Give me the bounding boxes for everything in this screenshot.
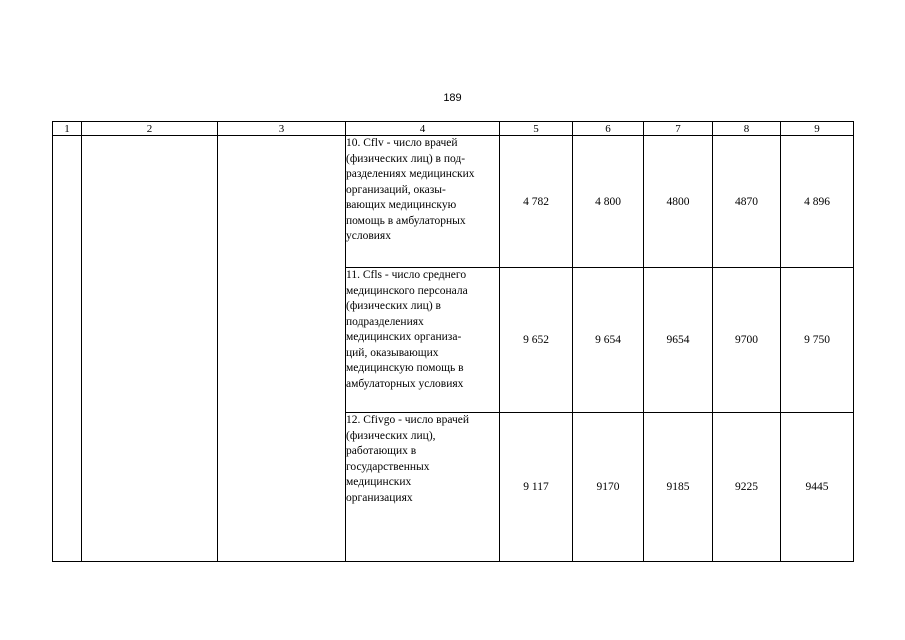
description-line: организациях (346, 491, 413, 504)
description-line: 11. Cfls - число среднего (346, 269, 467, 281)
description-line: 12. Cfivgo - число врачей (346, 414, 470, 426)
indicator-description (346, 136, 500, 268)
description-line: подразделениях (346, 315, 424, 328)
description-line: медицинских организа- (346, 331, 462, 343)
value-cell-col-5: 9 117 (500, 413, 573, 562)
column-header-8: 8 (713, 122, 781, 136)
value-cell-col-7: 4800 (644, 136, 713, 268)
description-line: медицинского персонала (346, 284, 468, 297)
value-cell-col-8: 9700 (713, 268, 781, 413)
description-line: работающих в (346, 445, 417, 457)
description-line: организаций, оказы- (346, 183, 446, 196)
value-cell-col-8: 4870 (713, 136, 781, 268)
value-cell-col-5: 4 782 (500, 136, 573, 268)
value-cell-col-7: 9185 (644, 413, 713, 562)
description-line: (физических лиц), (346, 429, 436, 442)
column-2-cell (82, 136, 218, 562)
description-line: разделениях медицинских (346, 168, 475, 180)
header-row (53, 122, 854, 136)
column-header-5: 5 (500, 122, 573, 136)
column-header-1: 1 (53, 122, 82, 136)
value-cell-col-7: 9654 (644, 268, 713, 413)
description-line: (физических лиц) в под- (346, 152, 466, 165)
value-cell-col-5: 9 652 (500, 268, 573, 413)
description-line: (физических лиц) в (346, 300, 441, 312)
column-1-cell (53, 136, 82, 562)
value-cell-col-9: 9 750 (781, 268, 854, 413)
value-cell-col-6: 9170 (573, 413, 644, 562)
column-header-4: 4 (346, 122, 500, 136)
column-header-3: 3 (218, 122, 346, 136)
column-header-6: 6 (573, 122, 644, 136)
description-line: вающих медицинскую (346, 199, 457, 211)
indicator-description (346, 413, 500, 562)
value-cell-col-9: 9445 (781, 413, 854, 562)
description-line: медицинских (346, 476, 412, 488)
description-line: 10. Cflv - число врачей (346, 137, 458, 149)
value-cell-col-9: 4 896 (781, 136, 854, 268)
table-row (53, 136, 854, 268)
data-table (52, 121, 854, 562)
column-header-7: 7 (644, 122, 713, 136)
value-cell-col-8: 9225 (713, 413, 781, 562)
value-cell-col-6: 4 800 (573, 136, 644, 268)
indicator-description (346, 268, 500, 413)
description-line: условиях (346, 230, 391, 242)
description-line: ций, оказывающих (346, 346, 439, 359)
description-line: амбулаторных условиях (346, 377, 464, 390)
value-cell-col-6: 9 654 (573, 268, 644, 413)
page-number: 189 (443, 92, 462, 104)
column-3-cell (218, 136, 346, 562)
description-line: государственных (346, 460, 430, 473)
description-line: медицинскую помощь в (346, 362, 464, 374)
column-header-9: 9 (781, 122, 854, 136)
column-header-2: 2 (82, 122, 218, 136)
description-line: помощь в амбулаторных (346, 214, 466, 227)
